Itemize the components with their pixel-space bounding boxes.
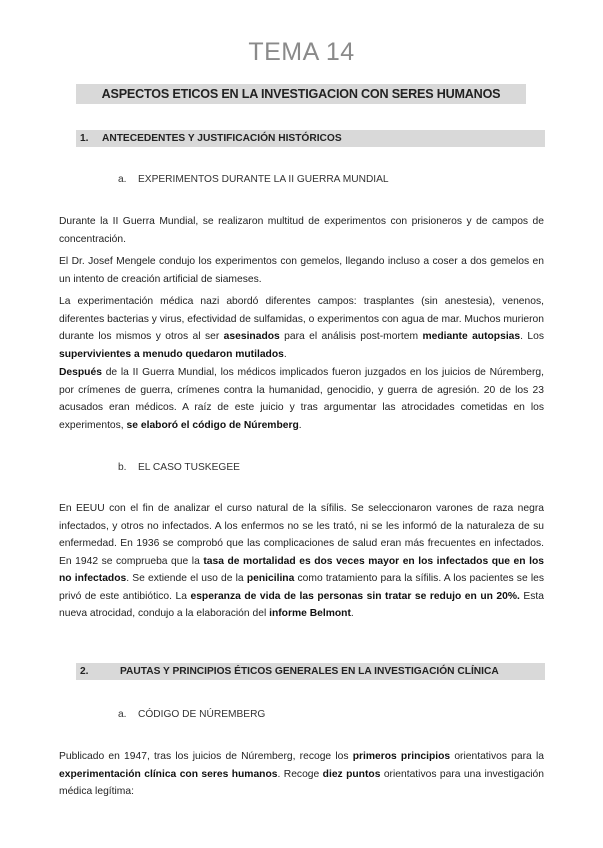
section-heading-1	[76, 130, 545, 147]
subsection-heading-1a	[118, 174, 389, 185]
subsection-label: EXPERIMENTOS DURANTE LA II GUERRA MUNDIAL	[138, 174, 389, 185]
page-title: TEMA 14	[248, 38, 355, 66]
section-label: PAUTAS Y PRINCIPIOS ÉTICOS GENERALES EN LA INVESTIGACIÓN CLÍNICA	[120, 666, 499, 677]
section-number: 2.	[80, 666, 89, 677]
subsection-label: CÓDIGO DE NÚREMBERG	[138, 709, 266, 720]
subsection-label: EL CASO TUSKEGEE	[138, 462, 240, 473]
paragraph-nuremberg-trials: Después de la II Guerra Mundial, los médicos implicados fueron juzgados en los juicios de Núremberg, por crímenes de guerra, crímenes contra la humanidad, genocidio, y guerra de agresión. 20 de los 23 acusados eran médicos. A raíz de este juicio y tras argumentar las atrocidades cometidas en los experimentos, se elaboró el código de Núremberg.	[59, 367, 544, 431]
subsection-heading-2a	[118, 709, 265, 720]
subsection-letter: a.	[118, 709, 127, 720]
section-heading-2	[76, 663, 545, 680]
subsection-heading-1b	[118, 462, 240, 473]
paragraph-tuskegee: En EEUU con el fin de analizar el curso natural de la sífilis. Se seleccionaron varones de raza negra infectados, y otros no infectados. A los enfermos no se les trató, ni se les informó de la naturaleza de su enfermedad. En 1936 se comprobó que las complicaciones de salud eran más frecuentes en infectados. En 1942 se comprueba que la tasa de mortalidad es dos veces mayor en los infectados que en los no infectados. Se extiende el uso de la penicilina como tratamiento para la sífilis. A los pacientes se les privó de este antibiótico. La esperanza de vida de las personas sin tratar se redujo en un 20%. Esta nueva atrocidad, condujo a la elaboración del informe Belmont.	[59, 503, 545, 619]
document-subtitle: ASPECTOS ETICOS EN LA INVESTIGACION CON SERES HUMANOS	[76, 84, 526, 104]
paragraph-wwii-intro: Durante la II Guerra Mundial, se realizaron multitud de experimentos con prisioneros y de campos de concentración.	[59, 216, 544, 245]
section-number: 1.	[80, 133, 89, 144]
paragraph-nuremberg-code: Publicado en 1947, tras los juicios de Núremberg, recoge los primeros principios orientativos para la experimentación clínica con seres humanos. Recoge diez puntos orientativos para una investigación médica legítima:	[59, 751, 545, 797]
paragraph-mengele: El Dr. Josef Mengele condujo los experimentos con gemelos, llegando incluso a coser a dos gemelos en un intento de creación artificial de siameses.	[59, 256, 544, 285]
section-label: ANTECEDENTES Y JUSTIFICACIÓN HISTÓRICOS	[102, 133, 342, 144]
paragraph-nazi-experiments: La experimentación médica nazi abordó diferentes campos: trasplantes (sin anestesia), venenos, diferentes bacterias y virus, efectividad de sulfamidas, o experimentos con agua de mar. Muchos murieron durante los mismos y otros al ser asesinados para el análisis post-mortem mediante autopsias. Los supervivientes a menudo quedaron mutilados.	[59, 296, 544, 360]
subsection-letter: a.	[118, 174, 127, 185]
subsection-letter: b.	[118, 462, 127, 473]
